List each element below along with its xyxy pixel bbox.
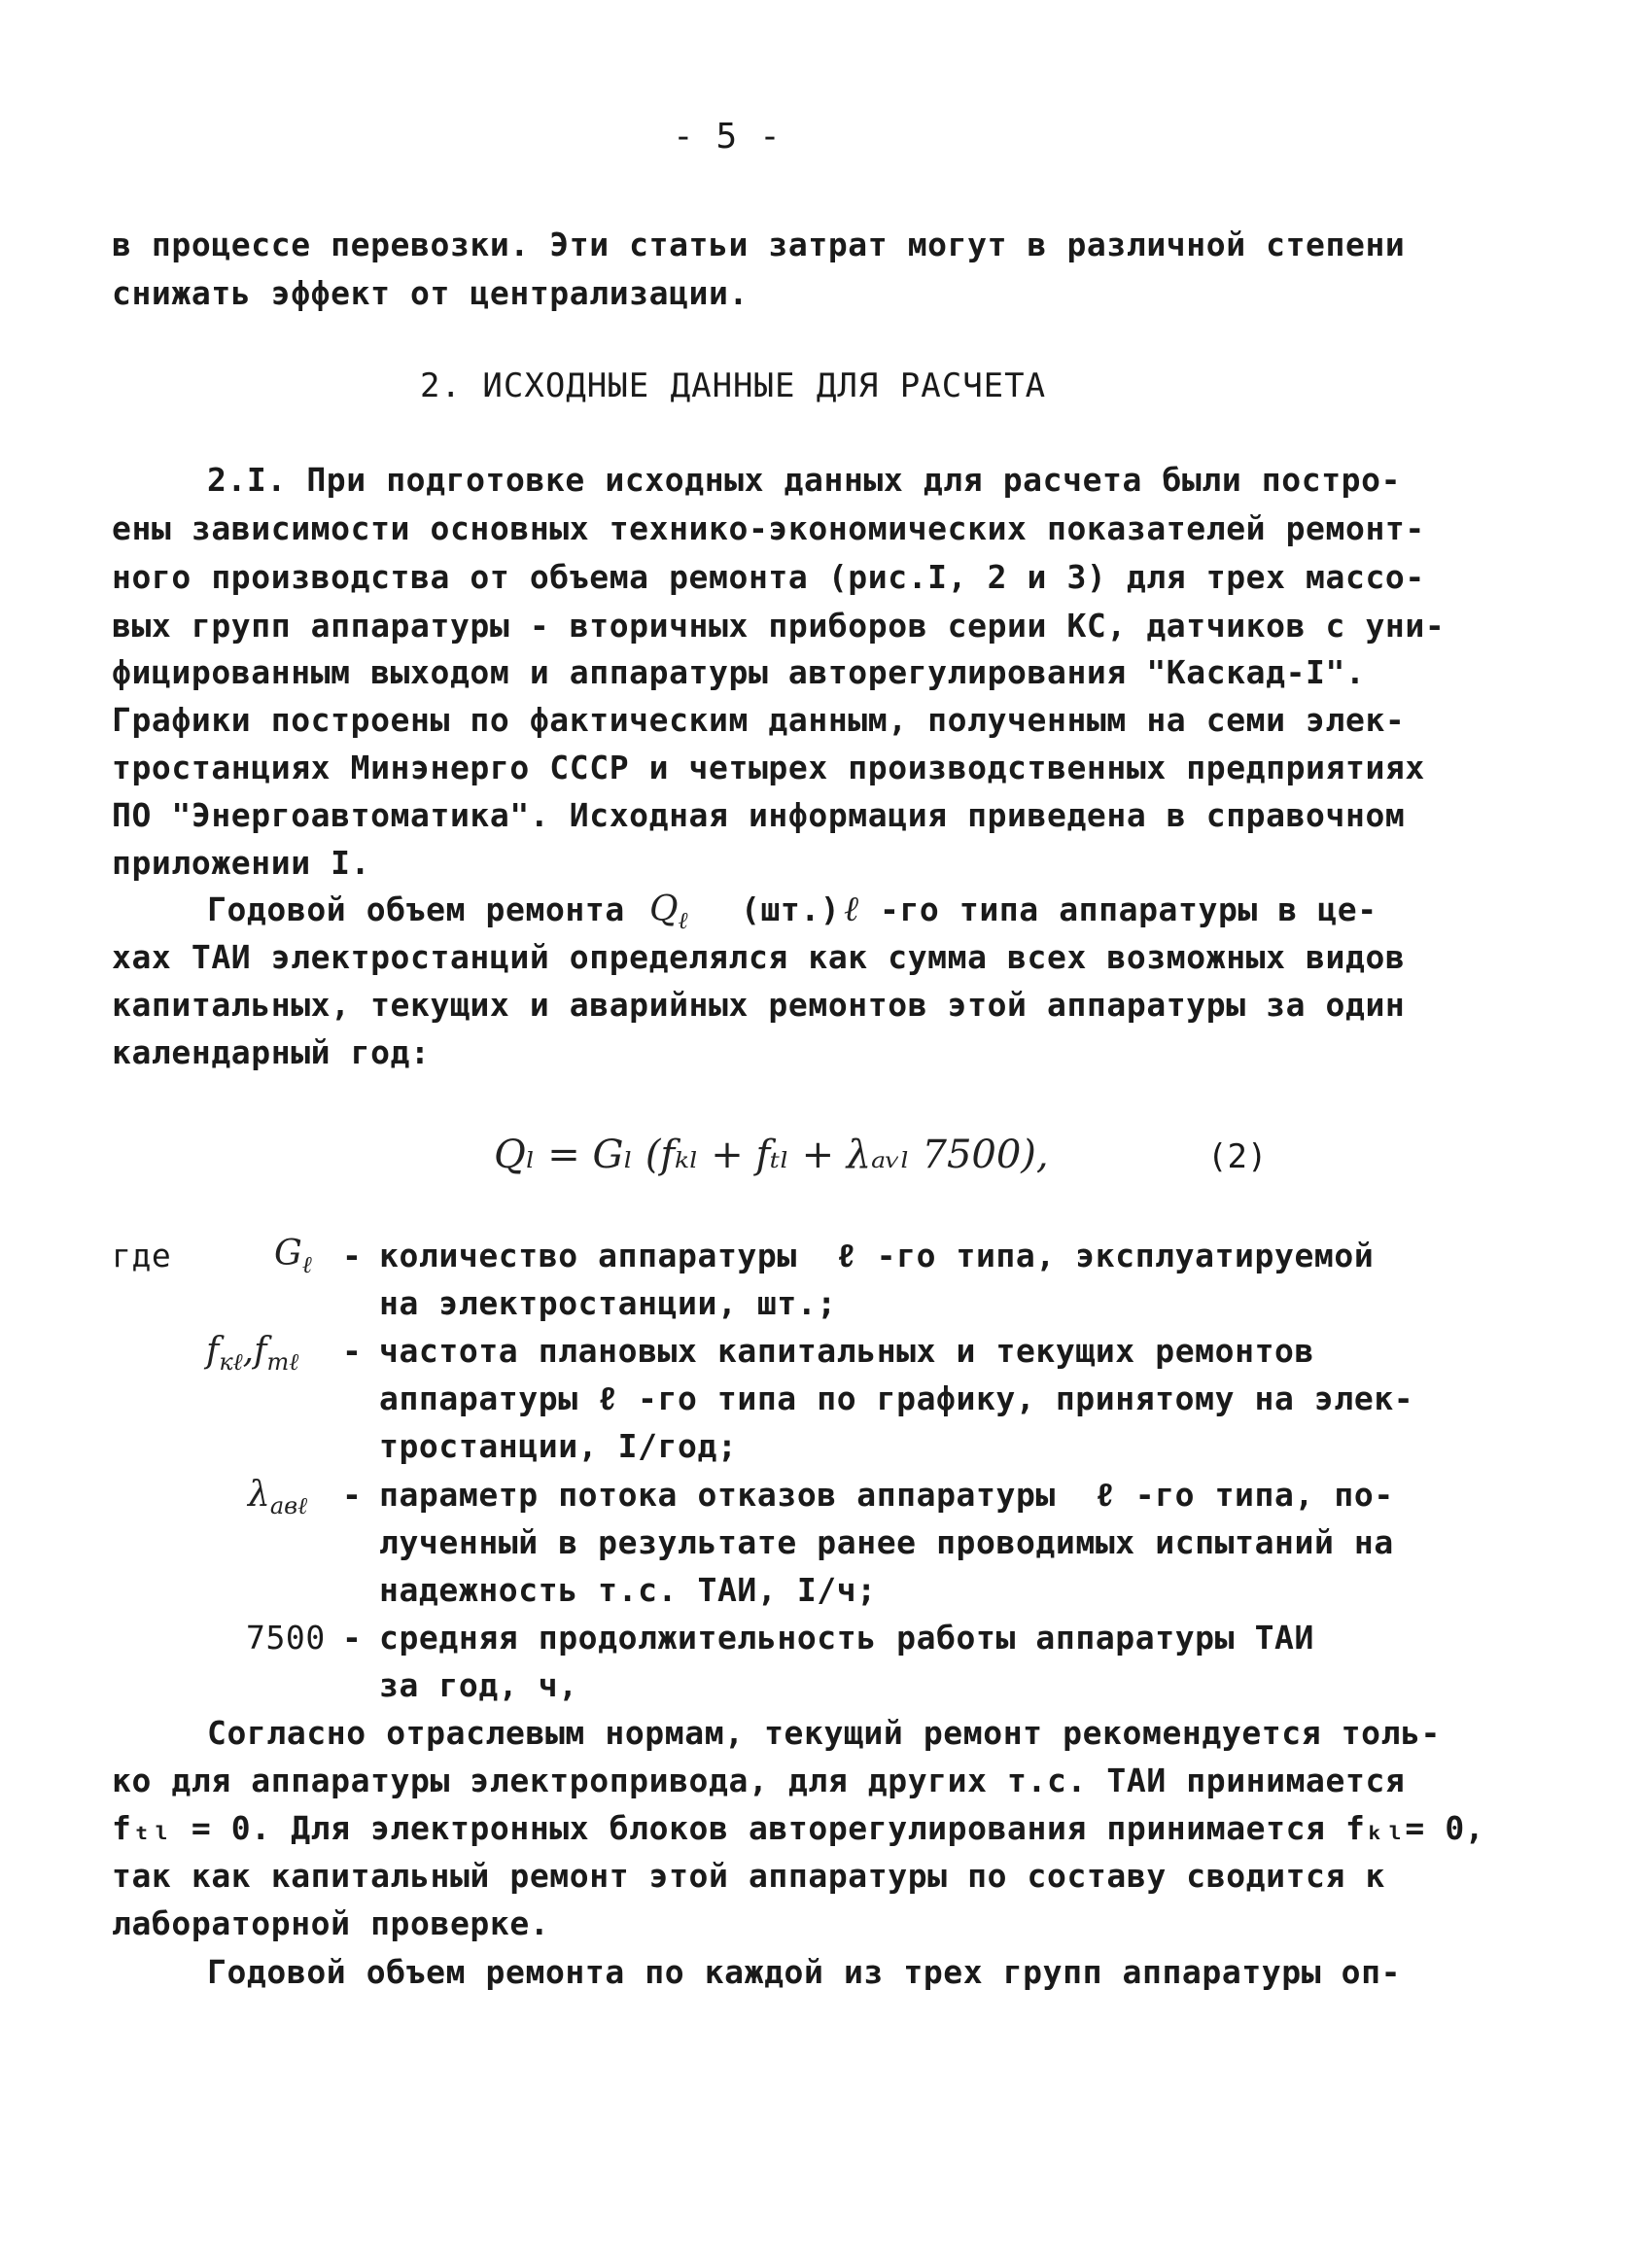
para1-line-7: тростанциях Минэнерго СССР и четырех производственных предприятиях (112, 749, 1425, 786)
para1-line-3: ного производства от объема ремонта (рис.I, 2 и 3) для трех массо- (112, 558, 1425, 596)
para1-line-6: Графики построены по фактическим данным, полученным на семи элек- (112, 701, 1406, 739)
para1-line-4: вых групп аппаратуры - вторичных приборов серии КС, датчиков с уни- (112, 607, 1446, 645)
para3-line-1: Согласно отраслевым нормам, текущий ремонт рекомендуется толь- (207, 1714, 1441, 1752)
def-lambda-line-1: параметр потока отказов аппаратуры ℓ -го типа, по- (379, 1476, 1394, 1514)
para3-line-5: лабораторной проверке. (112, 1904, 550, 1942)
def-f-line-1: частота плановых капитальных и текущих ремонтов (379, 1332, 1314, 1370)
def-lambda-symbol: $\lambda_{ав\ell}$ (248, 1475, 308, 1520)
para1-line-9: приложении I. (112, 844, 371, 882)
para1-line-1: 2.I. При подготовке исходных данных для расчета были постро- (207, 461, 1402, 499)
where-label: где (112, 1237, 172, 1274)
para2-line-1b: (шт.) (741, 890, 841, 928)
para3-line-2: ко для аппаратуры электропривода, для других т.с. ТАИ принимается (112, 1762, 1406, 1799)
para2-line-4: календарный год: (112, 1033, 431, 1071)
para2-line-3: капитальных, текущих и аварийных ремонтов этой аппаратуры за один (112, 986, 1406, 1024)
def-g-line-2: на электростанции, шт.; (379, 1284, 837, 1322)
def-f-symbol: $f_{к\ell},f_{т\ell}$ (206, 1331, 299, 1377)
def-7500-line-1: средняя продолжительность работы аппаратуры ТАИ (379, 1619, 1314, 1657)
ell-symbol: ℓ (844, 890, 858, 929)
def-g-dash: - (342, 1237, 363, 1274)
def-lambda-line-3: надежность т.с. ТАИ, I/ч; (379, 1571, 877, 1609)
formula-2: Qₗ = Gₗ (fₖₗ + fₜₗ + λₐᵥₗ 7500), (494, 1133, 1049, 1177)
def-g-symbol: $G_\ell$ (274, 1234, 312, 1279)
para2-line-2: хах ТАИ электростанций определялся как сумма всех возможных видов (112, 938, 1406, 976)
def-lambda-line-2: лученный в результате ранее проводимых испытаний на (379, 1523, 1394, 1561)
def-g-line-1: количество аппаратуры ℓ -го типа, эксплуатируемой (379, 1237, 1375, 1274)
def-f-line-3: тростанции, I/год; (379, 1427, 738, 1465)
section-heading: 2. ИСХОДНЫЕ ДАННЫЕ ДЛЯ РАСЧЕТА (420, 366, 1047, 405)
para3-line-4: так как капитальный ремонт этой аппаратуры по составу сводится к (112, 1857, 1385, 1895)
para3-line-3: fₜₗ = 0. Для электронных блоков авторегулирования принимается fₖₗ= 0, (112, 1809, 1485, 1847)
def-7500-dash: - (342, 1619, 363, 1657)
page-number: - 5 - (673, 117, 782, 157)
para1-line-8: ПО "Энергоавтоматика". Исходная информация приведена в справочном (112, 796, 1406, 834)
def-f-line-2: аппаратуры ℓ -го типа по графику, принятому на элек- (379, 1379, 1414, 1417)
para4-line-1: Годовой объем ремонта по каждой из трех групп аппаратуры оп- (207, 1953, 1402, 1991)
para2-line-1c: -го типа аппаратуры в це- (880, 890, 1377, 928)
intro-line-1: в процессе перевозки. Эти статьи затрат могут в различной степени (112, 226, 1406, 263)
def-7500-symbol: 7500 (246, 1619, 326, 1657)
def-7500-line-2: за год, ч, (379, 1666, 578, 1704)
para1-line-2: ены зависимости основных технико-экономических показателей ремонт- (112, 509, 1425, 547)
formula-number: (2) (1207, 1137, 1268, 1176)
q-symbol: $Q_\ell$ (649, 890, 688, 935)
para1-line-5: фицированным выходом и аппаратуры авторегулирования "Каскад-I". (112, 653, 1366, 691)
def-lambda-dash: - (342, 1476, 363, 1514)
para2-line-1a: Годовой объем ремонта (207, 890, 625, 928)
def-f-dash: - (342, 1332, 363, 1370)
intro-line-2: снижать эффект от централизации. (112, 274, 749, 312)
